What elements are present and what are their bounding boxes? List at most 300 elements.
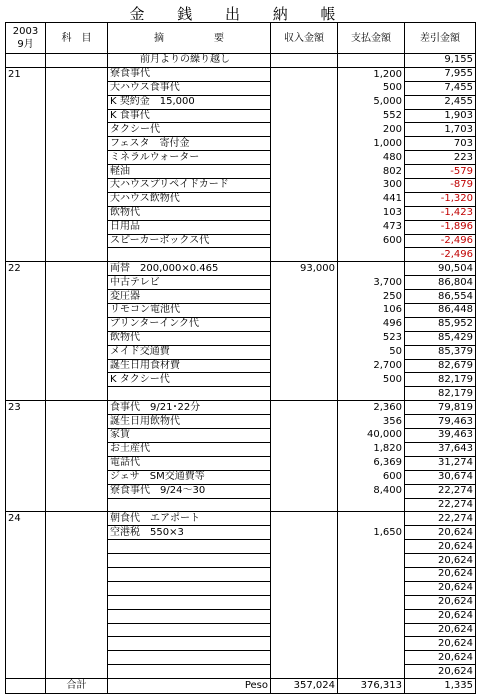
row-expense (338, 665, 405, 679)
table-row (6, 540, 476, 554)
row-balance: -2,496 (405, 248, 476, 262)
table-row (6, 373, 476, 387)
row-expense (338, 637, 405, 651)
table-row (6, 290, 476, 304)
row-income (271, 637, 338, 651)
table-row (6, 109, 476, 123)
row-expense: 50 (338, 345, 405, 359)
row-expense: 600 (338, 234, 405, 248)
row-description: K 食事代 (108, 109, 271, 123)
row-income (271, 373, 338, 387)
row-income (271, 526, 338, 540)
header-balance: 差引金額 (405, 23, 476, 54)
row-category (46, 81, 108, 95)
row-expense: 2,360 (338, 401, 405, 415)
row-description (108, 498, 271, 512)
table-row (6, 192, 476, 206)
row-description: 両替 200,000×0.465 (108, 262, 271, 276)
row-balance: 20,624 (405, 609, 476, 623)
row-description: 寮食事代 9/24～30 (108, 484, 271, 498)
row-category (46, 387, 108, 401)
row-description: 大ハウス飲物代 (108, 192, 271, 206)
row-expense (338, 262, 405, 276)
row-balance: 20,624 (405, 665, 476, 679)
row-income (271, 512, 338, 526)
row-expense (338, 248, 405, 262)
row-balance: 85,429 (405, 331, 476, 345)
row-description: ミネラルウォーター (108, 151, 271, 165)
header-expense: 支払金額 (338, 23, 405, 54)
row-income (271, 290, 338, 304)
row-category (46, 206, 108, 220)
row-income (271, 665, 338, 679)
total-income: 357,024 (271, 679, 338, 694)
row-description: フェスタ 寄付金 (108, 137, 271, 151)
row-expense: 8,400 (338, 484, 405, 498)
row-income (271, 623, 338, 637)
row-balance: 20,624 (405, 540, 476, 554)
row-category (46, 165, 108, 179)
total-expense: 376,313 (338, 679, 405, 694)
row-expense: 1,650 (338, 526, 405, 540)
row-income (271, 220, 338, 234)
row-description: 食事代 9/21･22分 (108, 401, 271, 415)
row-category (46, 540, 108, 554)
row-expense: 500 (338, 81, 405, 95)
ledger-body (6, 54, 476, 679)
row-category (46, 179, 108, 193)
row-description: 飲物代 (108, 331, 271, 345)
table-row (6, 262, 476, 276)
row-balance: 37,643 (405, 442, 476, 456)
row-balance: 1,703 (405, 123, 476, 137)
table-row (6, 609, 476, 623)
total-label: 合計 (46, 679, 108, 694)
row-category (46, 248, 108, 262)
row-expense: 1,000 (338, 137, 405, 151)
row-expense: 300 (338, 179, 405, 193)
row-description: 家賃 (108, 429, 271, 443)
row-description: 中古テレビ (108, 276, 271, 290)
row-day (6, 109, 46, 123)
row-balance: 86,448 (405, 304, 476, 318)
table-row (6, 234, 476, 248)
row-description: お土産代 (108, 442, 271, 456)
row-day (6, 317, 46, 331)
table-row (6, 359, 476, 373)
row-income (271, 331, 338, 345)
row-income (271, 415, 338, 429)
row-balance: 31,274 (405, 456, 476, 470)
row-day (6, 206, 46, 220)
row-expense: 500 (338, 373, 405, 387)
row-category (46, 512, 108, 526)
row-income (271, 401, 338, 415)
row-expense: 523 (338, 331, 405, 345)
table-row (6, 179, 476, 193)
row-balance: 703 (405, 137, 476, 151)
row-description (108, 248, 271, 262)
row-income (271, 609, 338, 623)
row-day (6, 331, 46, 345)
row-balance: 82,679 (405, 359, 476, 373)
table-row (6, 276, 476, 290)
table-row (6, 498, 476, 512)
row-expense: 802 (338, 165, 405, 179)
row-expense: 40,000 (338, 429, 405, 443)
row-description: ジェサ SM交通費等 (108, 470, 271, 484)
row-expense (338, 387, 405, 401)
row-expense (338, 623, 405, 637)
row-description: 大ハウス食事代 (108, 81, 271, 95)
row-balance: 85,379 (405, 345, 476, 359)
row-description: K タクシー代 (108, 373, 271, 387)
table-row (6, 456, 476, 470)
row-day (6, 540, 46, 554)
row-balance: -1,423 (405, 206, 476, 220)
row-description: 変圧器 (108, 290, 271, 304)
table-row (6, 206, 476, 220)
header-description: 摘 要 (108, 23, 271, 54)
row-expense: 552 (338, 109, 405, 123)
row-income (271, 151, 338, 165)
row-balance: 20,624 (405, 581, 476, 595)
row-day (6, 81, 46, 95)
row-balance: 20,624 (405, 623, 476, 637)
row-description: 空港税 550×3 (108, 526, 271, 540)
row-income (271, 359, 338, 373)
row-category (46, 665, 108, 679)
row-description: タクシー代 (108, 123, 271, 137)
row-day (6, 554, 46, 568)
row-day (6, 456, 46, 470)
row-balance: 22,274 (405, 512, 476, 526)
cash-ledger-table (5, 22, 476, 694)
table-row (6, 567, 476, 581)
row-balance: 20,624 (405, 526, 476, 540)
row-category (46, 276, 108, 290)
row-day (6, 359, 46, 373)
row-expense (338, 54, 405, 68)
row-description: リモコン電池代 (108, 304, 271, 318)
row-description: 飲物代 (108, 206, 271, 220)
row-income (271, 581, 338, 595)
row-income (271, 54, 338, 68)
row-day (6, 123, 46, 137)
row-day (6, 290, 46, 304)
row-category (46, 554, 108, 568)
row-balance: 7,955 (405, 67, 476, 81)
row-description: 軽油 (108, 165, 271, 179)
table-row (6, 484, 476, 498)
row-balance: 20,624 (405, 567, 476, 581)
row-income (271, 95, 338, 109)
table-row (6, 54, 476, 68)
row-income: 93,000 (271, 262, 338, 276)
table-row (6, 345, 476, 359)
row-day (6, 609, 46, 623)
row-income (271, 109, 338, 123)
row-income (271, 595, 338, 609)
row-balance: 86,804 (405, 276, 476, 290)
row-expense: 3,700 (338, 276, 405, 290)
row-description (108, 554, 271, 568)
row-expense: 106 (338, 304, 405, 318)
row-income (271, 137, 338, 151)
row-category (46, 470, 108, 484)
row-day: 23 (6, 401, 46, 415)
table-row (6, 665, 476, 679)
row-income (271, 429, 338, 443)
row-category (46, 595, 108, 609)
table-row (6, 317, 476, 331)
row-income (271, 498, 338, 512)
row-category (46, 359, 108, 373)
row-description (108, 567, 271, 581)
table-row (6, 137, 476, 151)
row-income (271, 484, 338, 498)
row-description (108, 623, 271, 637)
row-balance: 82,179 (405, 387, 476, 401)
header-row (6, 23, 476, 54)
row-category (46, 304, 108, 318)
row-income (271, 456, 338, 470)
row-day: 24 (6, 512, 46, 526)
row-description: スピーカーボックス代 (108, 234, 271, 248)
row-description: K 契約金 15,000 (108, 95, 271, 109)
total-currency: Peso (108, 679, 271, 694)
row-balance: 20,624 (405, 554, 476, 568)
row-expense: 496 (338, 317, 405, 331)
row-expense: 5,000 (338, 95, 405, 109)
table-row (6, 248, 476, 262)
table-row (6, 123, 476, 137)
row-category (46, 234, 108, 248)
row-category (46, 151, 108, 165)
row-balance: 20,624 (405, 595, 476, 609)
row-balance: -2,496 (405, 234, 476, 248)
row-day (6, 581, 46, 595)
header-date (6, 23, 46, 54)
row-day: 21 (6, 67, 46, 81)
row-day (6, 498, 46, 512)
row-day (6, 567, 46, 581)
row-category (46, 429, 108, 443)
header-month: 9月 (17, 39, 34, 50)
row-balance: 223 (405, 151, 476, 165)
table-row (6, 512, 476, 526)
row-income (271, 234, 338, 248)
total-balance: 1,335 (405, 679, 476, 694)
row-balance: 22,274 (405, 484, 476, 498)
table-row (6, 220, 476, 234)
row-expense: 250 (338, 290, 405, 304)
table-row (6, 151, 476, 165)
table-row (6, 401, 476, 415)
row-income (271, 192, 338, 206)
row-balance: -879 (405, 179, 476, 193)
row-income (271, 81, 338, 95)
row-expense: 103 (338, 206, 405, 220)
row-expense (338, 581, 405, 595)
row-income (271, 540, 338, 554)
row-day (6, 526, 46, 540)
row-income (271, 554, 338, 568)
row-income (271, 442, 338, 456)
row-description (108, 595, 271, 609)
row-category (46, 637, 108, 651)
header-category: 科 目 (46, 23, 108, 54)
row-day (6, 95, 46, 109)
row-category (46, 262, 108, 276)
row-day (6, 220, 46, 234)
row-expense: 1,820 (338, 442, 405, 456)
row-category (46, 609, 108, 623)
row-day (6, 484, 46, 498)
row-balance: 22,274 (405, 498, 476, 512)
row-expense: 1,200 (338, 67, 405, 81)
row-description (108, 609, 271, 623)
row-description (108, 387, 271, 401)
row-balance: 20,624 (405, 651, 476, 665)
row-category (46, 623, 108, 637)
row-category (46, 581, 108, 595)
row-day (6, 137, 46, 151)
row-category (46, 456, 108, 470)
row-income (271, 123, 338, 137)
row-day (6, 442, 46, 456)
row-balance: 20,624 (405, 637, 476, 651)
row-description (108, 637, 271, 651)
table-row (6, 581, 476, 595)
row-category (46, 317, 108, 331)
row-expense: 2,700 (338, 359, 405, 373)
row-day (6, 54, 46, 68)
row-income (271, 567, 338, 581)
table-row (6, 470, 476, 484)
row-category (46, 123, 108, 137)
row-balance: 1,903 (405, 109, 476, 123)
row-balance: 2,455 (405, 95, 476, 109)
table-row (6, 429, 476, 443)
table-row (6, 623, 476, 637)
row-day (6, 165, 46, 179)
row-description: 大ハウスプリペイドカード (108, 179, 271, 193)
row-description: 電話代 (108, 456, 271, 470)
row-income (271, 179, 338, 193)
row-balance: 79,463 (405, 415, 476, 429)
table-row (6, 554, 476, 568)
row-income (271, 345, 338, 359)
row-category (46, 67, 108, 81)
row-income (271, 470, 338, 484)
row-description: 朝食代 エアポート (108, 512, 271, 526)
row-balance: 85,952 (405, 317, 476, 331)
row-category (46, 442, 108, 456)
row-income (271, 67, 338, 81)
row-balance: -1,320 (405, 192, 476, 206)
row-day (6, 304, 46, 318)
row-day (6, 470, 46, 484)
row-category (46, 137, 108, 151)
row-income (271, 248, 338, 262)
row-category (46, 331, 108, 345)
row-description: 誕生日用飲物代 (108, 415, 271, 429)
row-description: 前月よりの繰り越し (108, 54, 271, 68)
row-category (46, 373, 108, 387)
row-day (6, 665, 46, 679)
row-day (6, 429, 46, 443)
row-expense: 600 (338, 470, 405, 484)
row-income (271, 206, 338, 220)
table-row (6, 67, 476, 81)
row-category (46, 192, 108, 206)
row-category (46, 526, 108, 540)
row-category (46, 290, 108, 304)
row-expense (338, 498, 405, 512)
row-balance: 79,819 (405, 401, 476, 415)
row-category (46, 401, 108, 415)
row-expense (338, 512, 405, 526)
table-row (6, 595, 476, 609)
table-row (6, 387, 476, 401)
row-category (46, 345, 108, 359)
row-day (6, 623, 46, 637)
table-row (6, 415, 476, 429)
row-day (6, 151, 46, 165)
row-balance: 30,674 (405, 470, 476, 484)
table-row (6, 331, 476, 345)
row-day (6, 276, 46, 290)
row-expense: 6,369 (338, 456, 405, 470)
row-category (46, 498, 108, 512)
row-category (46, 54, 108, 68)
table-row (6, 637, 476, 651)
row-description (108, 665, 271, 679)
row-description (108, 581, 271, 595)
row-description: プリンターインク代 (108, 317, 271, 331)
row-day: 22 (6, 262, 46, 276)
row-description: 日用品 (108, 220, 271, 234)
row-category (46, 95, 108, 109)
row-day (6, 415, 46, 429)
total-day-cell (6, 679, 46, 694)
row-balance: 9,155 (405, 54, 476, 68)
total-row (6, 679, 476, 694)
row-day (6, 373, 46, 387)
row-description: メイド交通費 (108, 345, 271, 359)
row-expense (338, 540, 405, 554)
row-balance: 39,463 (405, 429, 476, 443)
row-income (271, 387, 338, 401)
table-row (6, 526, 476, 540)
row-day (6, 595, 46, 609)
row-day (6, 387, 46, 401)
row-category (46, 567, 108, 581)
row-day (6, 345, 46, 359)
ledger-title: 金 銭 出 納 帳 (129, 5, 350, 23)
row-expense (338, 554, 405, 568)
row-income (271, 317, 338, 331)
row-expense: 473 (338, 220, 405, 234)
table-row (6, 304, 476, 318)
row-category (46, 109, 108, 123)
row-balance: 7,455 (405, 81, 476, 95)
row-day (6, 248, 46, 262)
table-row (6, 95, 476, 109)
row-expense: 356 (338, 415, 405, 429)
row-balance: 82,179 (405, 373, 476, 387)
